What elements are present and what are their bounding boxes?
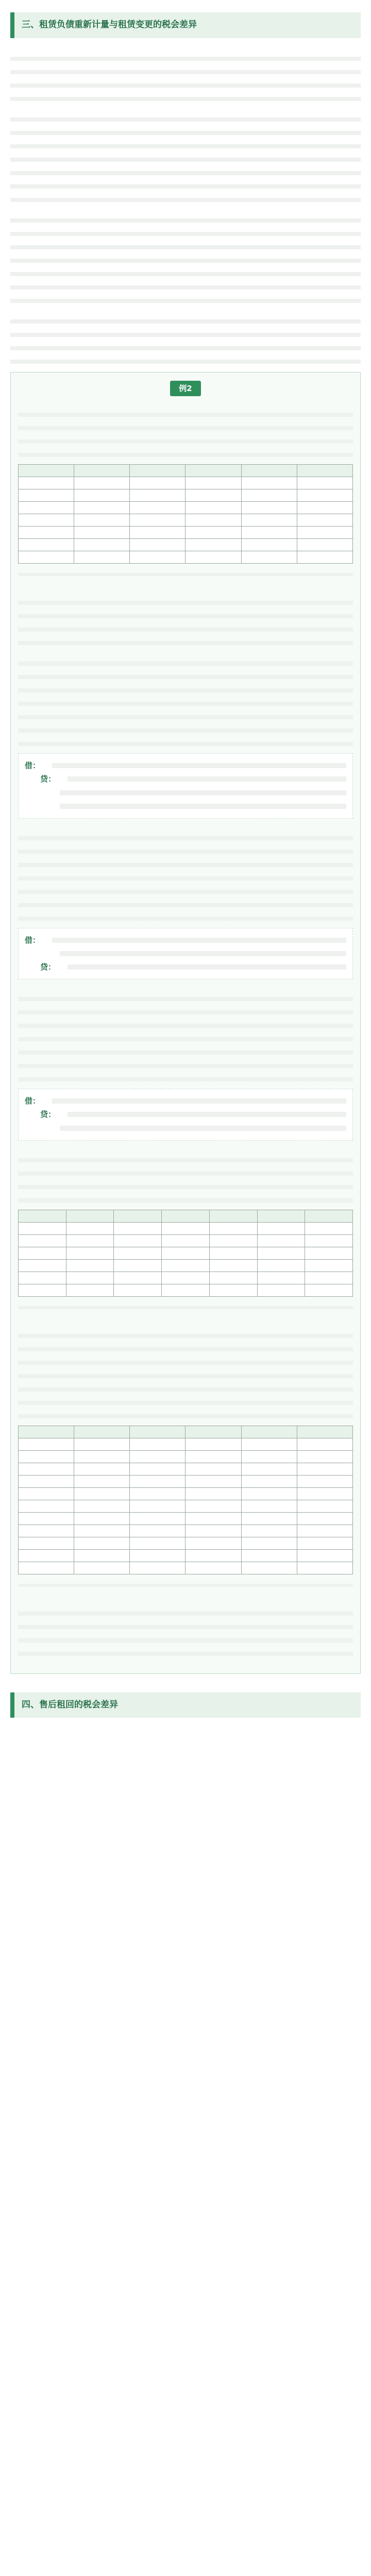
journal-debit-row bbox=[25, 759, 346, 772]
journal-line-placeholder bbox=[60, 1126, 346, 1131]
credit-label: 贷： bbox=[40, 1110, 56, 1120]
paragraph-placeholder bbox=[10, 47, 361, 101]
paragraph-placeholder bbox=[18, 1149, 353, 1202]
section-3-header bbox=[10, 12, 361, 38]
table-3 bbox=[18, 464, 353, 564]
table-4-note bbox=[18, 1300, 353, 1315]
debit-label: 借： bbox=[25, 1096, 41, 1106]
journal-line-placeholder bbox=[52, 763, 346, 768]
journal-sub-row bbox=[25, 800, 346, 813]
example-box bbox=[10, 372, 361, 1674]
paragraph-placeholder bbox=[18, 591, 353, 645]
paragraph-placeholder bbox=[18, 652, 353, 746]
credit-label: 贷： bbox=[40, 962, 56, 972]
table-3-note bbox=[18, 567, 353, 582]
credit-label: 贷： bbox=[40, 774, 56, 784]
journal-entry bbox=[18, 928, 353, 980]
table-4 bbox=[18, 1210, 353, 1297]
journal-line-placeholder bbox=[60, 790, 346, 795]
paragraph-placeholder bbox=[10, 108, 361, 202]
debit-label: 借： bbox=[25, 935, 41, 945]
paragraph-placeholder bbox=[18, 988, 353, 1081]
journal-credit-row bbox=[25, 772, 346, 786]
table-5 bbox=[18, 1426, 353, 1574]
example-tag: 例2 bbox=[170, 381, 201, 396]
journal-sub-row bbox=[25, 947, 346, 960]
paragraph-placeholder bbox=[18, 1602, 353, 1656]
journal-credit-row bbox=[25, 960, 346, 974]
journal-debit-row bbox=[25, 934, 346, 947]
section-4-header bbox=[10, 1692, 361, 1718]
paragraph-placeholder bbox=[10, 310, 361, 364]
journal-line-placeholder bbox=[68, 964, 346, 970]
journal-line-placeholder bbox=[68, 776, 346, 782]
debit-label: 借： bbox=[25, 761, 41, 770]
paragraph-placeholder bbox=[18, 403, 353, 457]
journal-line-placeholder bbox=[60, 804, 346, 809]
journal-debit-row bbox=[25, 1094, 346, 1108]
paragraph-placeholder bbox=[18, 827, 353, 921]
paragraph-placeholder bbox=[18, 1325, 353, 1418]
table-5-note bbox=[18, 1578, 353, 1593]
journal-sub-row bbox=[25, 786, 346, 800]
journal-entry bbox=[18, 753, 353, 819]
paragraph-placeholder bbox=[10, 209, 361, 303]
journal-entry bbox=[18, 1089, 353, 1141]
journal-line-placeholder bbox=[52, 938, 346, 943]
section-4-title: 四、售后租回的税会差异 bbox=[22, 1699, 118, 1710]
journal-credit-row bbox=[25, 1108, 346, 1121]
journal-line-placeholder bbox=[68, 1112, 346, 1117]
section-3-title: 三、租赁负债重新计量与租赁变更的税会差异 bbox=[22, 20, 197, 30]
journal-line-placeholder bbox=[52, 1098, 346, 1104]
journal-sub-row bbox=[25, 1122, 346, 1135]
journal-line-placeholder bbox=[60, 951, 346, 956]
